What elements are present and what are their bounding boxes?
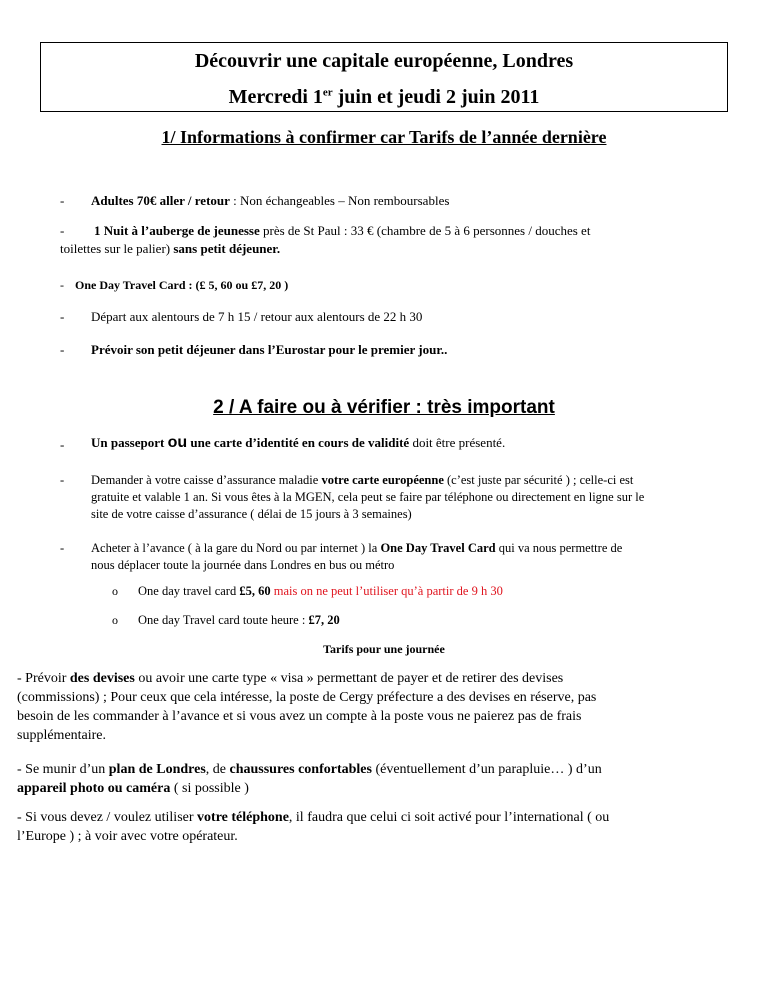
para-line2-post: ( si possible ) xyxy=(170,781,249,796)
paragraph-plan xyxy=(17,760,737,798)
page-title: Découvrir une capitale européenne, Londres xyxy=(194,50,574,72)
item-rest: doit être présenté. xyxy=(409,435,506,450)
item-text-line2 xyxy=(60,240,280,257)
section2-heading: 2 / A faire ou à vérifier : très important xyxy=(213,397,555,418)
dash: - xyxy=(60,541,65,555)
sub-item-pre: One day Travel card toute heure : xyxy=(138,613,309,627)
item-line1-pre: Acheter à l’avance ( à la gare du Nord ou par internet ) la xyxy=(91,541,381,555)
item-line1-bold: votre carte européenne xyxy=(321,473,444,487)
item-line2: gratuite et valable 1 an. Si vous êtes à la MGEN, cela peut se faire par téléphone ou directement en ligne sur le xyxy=(91,490,645,504)
para-line1 xyxy=(17,808,737,827)
item-text xyxy=(91,472,741,523)
tarifs-label: Tarifs pour une journée xyxy=(323,642,445,656)
para-line2-bold: appareil photo ou caméra xyxy=(17,781,171,796)
sub-item-text xyxy=(138,583,503,600)
item-text xyxy=(91,434,505,451)
dash: - xyxy=(60,437,65,452)
item-line3: site de votre caisse d’assurance ( délai de 15 jours à 3 semaines) xyxy=(91,507,412,521)
item-bold: 1 Nuit à l’auberge de jeunesse xyxy=(94,223,260,238)
para-bold-2: chaussures confortables xyxy=(229,762,372,777)
sub-item-text xyxy=(138,612,340,629)
para-pre: - Si vous devez / voulez utiliser xyxy=(17,810,198,825)
item-line2: toilettes sur le palier) xyxy=(60,241,174,256)
item-ou: ou xyxy=(167,434,188,451)
section1-heading: 1/ Informations à confirmer car Tarifs de l’année dernière xyxy=(161,127,607,147)
para-line1 xyxy=(17,760,737,779)
item-bold: Prévoir son petit déjeuner dans l’Eurostar pour le premier jour.. xyxy=(91,342,448,357)
dash: - xyxy=(60,193,65,208)
paragraph-devises xyxy=(17,669,737,745)
para-pre: - Prévoir xyxy=(17,671,70,686)
para-line3: besoin de les commander à l’avance et si vous avez un compte à la poste vous ne paierez pas de frais xyxy=(17,709,582,724)
item-text xyxy=(94,222,590,239)
para-mid-2: (éventuellement d’un parapluie… ) d’un xyxy=(371,762,602,777)
item-bold: Adultes 70€ aller / retour xyxy=(91,193,230,208)
item-rest: près de St Paul : 33 € (chambre de 5 à 6 personnes / douches et xyxy=(259,223,591,238)
item-line1-pre: Demander à votre caisse d’assurance maladie xyxy=(91,473,322,487)
page-subtitle-dates xyxy=(41,85,727,109)
item-line2: nous déplacer toute la journée dans Londres en bus ou métro xyxy=(91,558,395,572)
dates-superscript: er xyxy=(322,86,333,99)
circle-bullet-icon: o xyxy=(112,613,118,627)
item-bold: One Day Travel Card : (£ 5, 60 ou £7, 20 ) xyxy=(75,278,289,292)
sub-item-pre: One day travel card xyxy=(138,584,240,598)
item-line1-bold: One Day Travel Card xyxy=(380,541,496,555)
para-mid-1: , de xyxy=(205,762,230,777)
item-bold: Un passeport xyxy=(91,435,168,450)
para-bold-1: plan de Londres xyxy=(108,762,206,777)
item-rest: : Non échangeables – Non remboursables xyxy=(229,193,450,208)
dash: - xyxy=(60,278,64,292)
sub-item-bold: £7, 20 xyxy=(308,613,340,627)
para-pre: - Se munir d’un xyxy=(17,762,109,777)
para-bold: des devises xyxy=(69,671,135,686)
dash: - xyxy=(60,309,65,324)
dates-suffix: juin et jeudi 2 juin 2011 xyxy=(332,86,540,108)
para-line2 xyxy=(17,779,737,798)
para-line2: l’Europe ) ; à voir avec votre opérateur. xyxy=(17,829,238,844)
para-post: , il faudra que celui ci soit activé pour l’international ( ou xyxy=(288,810,610,825)
item-line1 xyxy=(91,540,741,557)
para-post: ou avoir une carte type « visa » permettant de payer et de retirer des devises xyxy=(134,671,564,686)
title-box xyxy=(40,42,728,112)
dash: - xyxy=(60,473,65,487)
sub-item-bold: £5, 60 xyxy=(239,584,271,598)
item-text xyxy=(91,540,741,574)
item-line1-post: (c’est juste par sécurité ) ; celle-ci est xyxy=(443,473,634,487)
para-line4: supplémentaire. xyxy=(17,728,107,743)
para-line2: (commissions) ; Pour ceux que cela intéresse, la poste de Cergy préfecture a des devises en réserve, pas xyxy=(17,690,597,705)
dash: - xyxy=(60,223,65,238)
item-bold-2: une carte d’identité en cours de validité xyxy=(187,435,410,450)
item-line1-post: qui va nous permettre de xyxy=(495,541,623,555)
dash: - xyxy=(60,342,65,357)
item-rest: Départ aux alentours de 7 h 15 / retour aux alentours de 22 h 30 xyxy=(91,309,423,324)
item-text xyxy=(91,192,449,209)
para-line1 xyxy=(17,669,737,688)
circle-bullet-icon: o xyxy=(112,584,118,598)
dates-prefix: Mercredi 1 xyxy=(228,86,323,108)
item-line2-bold: sans petit déjeuner. xyxy=(173,241,281,256)
paragraph-telephone xyxy=(17,808,737,846)
sub-item-red-note: mais on ne peut l’utiliser qu’à partir de 9 h 30 xyxy=(270,584,503,598)
item-line1 xyxy=(91,472,741,489)
para-bold: votre téléphone xyxy=(197,810,289,825)
